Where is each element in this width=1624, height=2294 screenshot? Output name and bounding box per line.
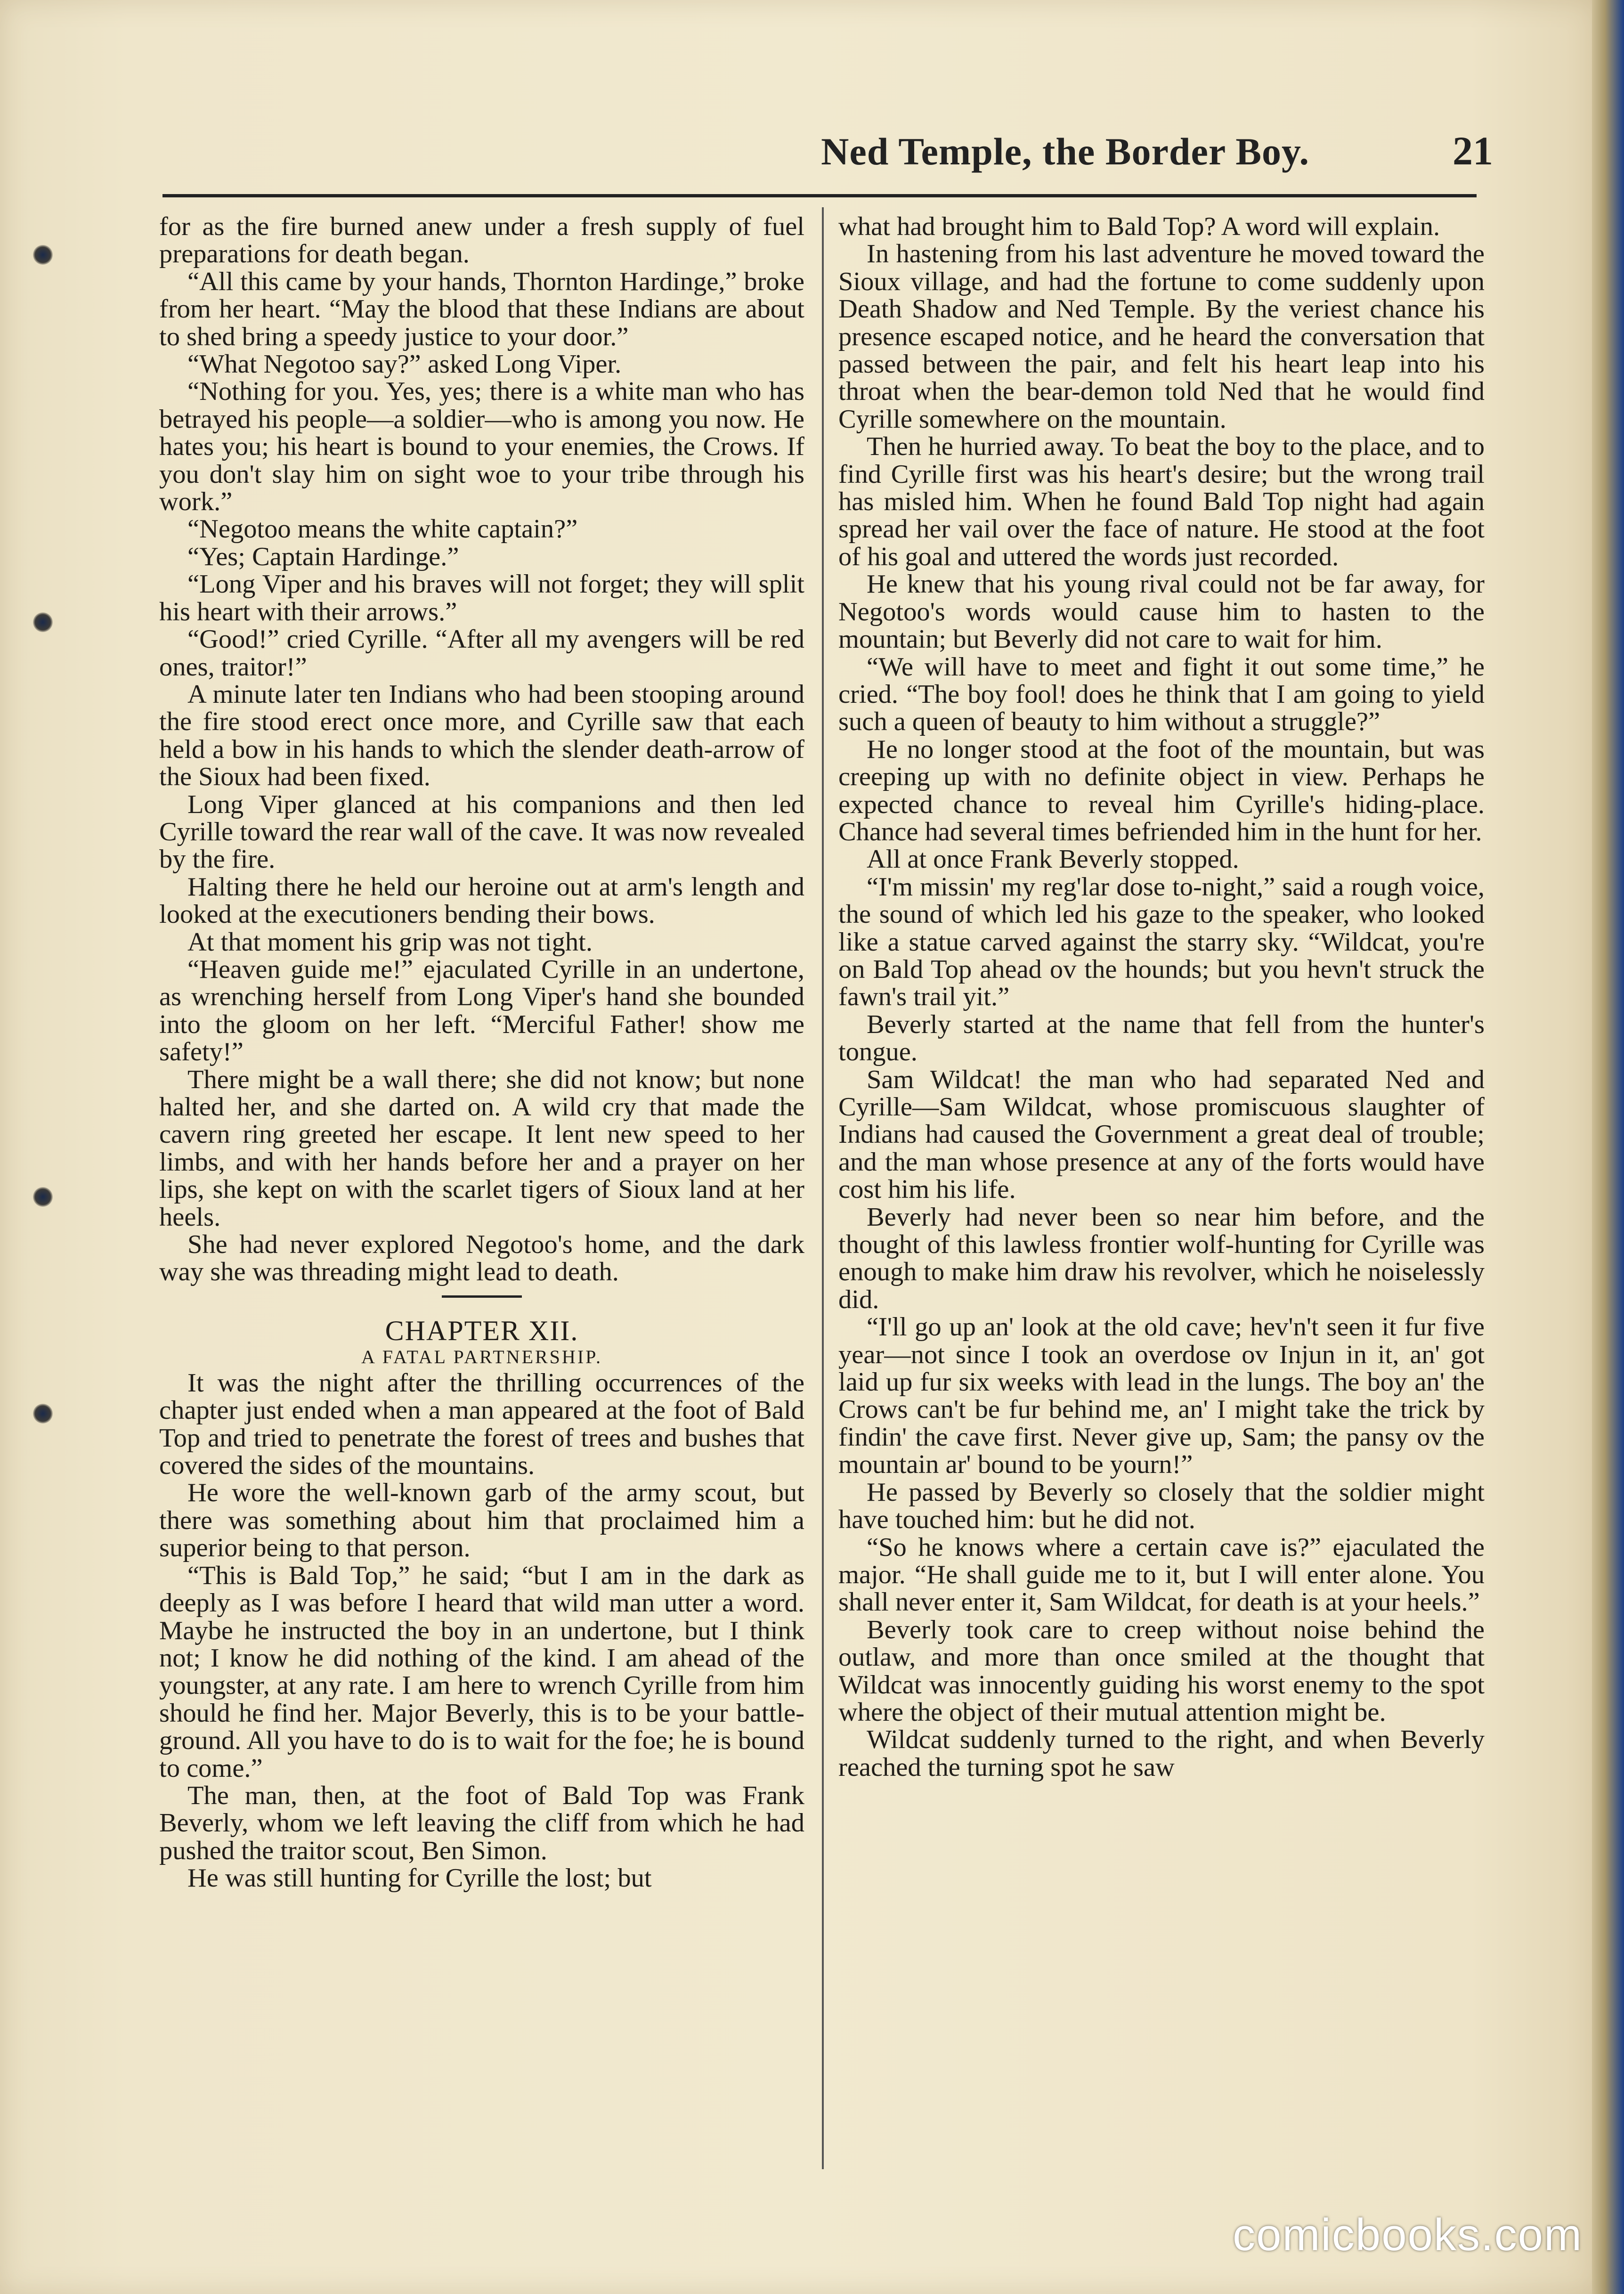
paragraph: There might be a wall there; she did not know; but none halted her, and she darted on. A wild cry that made the cavern ring greeted her escape. It lent new speed to her limbs, and with her hands before her and a prayer on her lips, she kept on with the scarlet tigers of Sioux land at her heels.	[159, 1065, 804, 1232]
right-column	[838, 213, 1485, 1781]
paragraph: what had brought him to Bald Top? A word will explain.	[838, 212, 1440, 241]
binding-hole	[33, 245, 53, 265]
paragraph: “We will have to meet and fight it out some time,” he cried. “The boy fool! does he think that I am going to yield such a queen of beauty to him without a struggle?”	[838, 652, 1485, 737]
paragraph: “Negotoo means the white captain?”	[187, 514, 578, 544]
paragraph: Wildcat suddenly turned to the right, and when Beverly reached the turning spot he saw	[838, 1725, 1485, 1782]
paragraph: “Long Viper and his braves will not forget; they will split his heart with their arrows.”	[159, 569, 804, 626]
paragraph: “What Negotoo say?” asked Long Viper.	[187, 350, 622, 379]
paragraph: He passed by Beverly so closely that the soldier might have touched him: but he did not.	[838, 1477, 1485, 1535]
section-divider	[442, 1295, 522, 1298]
paragraph: “Good!” cried Cyrille. “After all my avengers will be red ones, traitor!”	[159, 625, 804, 682]
running-title: Ned Temple, the Border Boy.	[821, 130, 1309, 173]
paragraph: “I'm missin' my reg'lar dose to-night,” said a rough voice, the sound of which led his gaze to the speaker, who looked like a statue carved against the starry sky. “Wildcat, you're on Bald Top ahead ov the hounds; but you hevn't struck the fawn's trail yit.”	[838, 872, 1485, 1012]
paragraph: He no longer stood at the foot of the mountain, but was creeping up with no definite object in view. Perhaps he expected chance to reveal him Cyrille's hiding-place. Chance had several times befriended him in the hunt for her.	[838, 734, 1485, 846]
paragraph: Beverly started at the name that fell from the hunter's tongue.	[838, 1009, 1485, 1067]
paragraph: He knew that his young rival could not be far away, for Negotoo's words would cause him to hasten to the mountain; but Beverly did not care to wait for him.	[838, 569, 1485, 654]
page-number: 21	[1453, 128, 1493, 173]
paragraph: for as the fire burned anew under a fresh supply of fuel preparations for death began.	[159, 212, 804, 269]
paragraph: Beverly had never been so near him before, and the thought of this lawless frontier wolf-hunting for Cyrille was enough to make him draw his revolver, which he noiselessly did.	[838, 1202, 1485, 1314]
paragraph: He wore the well-known garb of the army scout, but there was something about him that proclaimed him a superior being to that person.	[159, 1478, 804, 1563]
paragraph: “I'll go up an' look at the old cave; hev'n't seen it fur five year—not since I took an overdose ov Injun in it, an' got laid up fur six weeks with lead in the lungs. The boy an' the Crows can't be fur behind me, an' I might take the trick by findin' the cave first. Never give up, Sam; the pansy ov the mountain ar' bound to be yourn!”	[838, 1312, 1485, 1480]
paragraph: “Heaven guide me!” ejaculated Cyrille in an undertone, as wrenching herself from Long Viper's hand she bounded into the gloom on her left. “Merciful Father! show me safety!”	[159, 954, 804, 1067]
paragraph: “This is Bald Top,” he said; “but I am in the dark as deeply as I was before I heard that wild man utter a word. Maybe he instructed the boy in an undertone, but I think not; I know he did nothing of the kind. I am ahead of the youngster, at any rate. I am here to wrench Cyrille from him should he find her. Major Beverly, this is to be your battle-ground. All you have to do is to wait for the foe; he is bound to come.”	[159, 1561, 804, 1783]
paragraph: “Yes; Captain Hardinge.”	[187, 542, 459, 571]
paragraph: “All this came by your hands, Thornton Hardinge,” broke from her heart. “May the blood that these Indians are about to shed bring a speedy justice to your door.”	[159, 267, 804, 351]
paragraph: Long Viper glanced at his companions and then led Cyrille toward the rear wall of the cave. It was now revealed by the fire.	[159, 789, 804, 874]
paragraph: She had never explored Negotoo's home, and the dark way she was threading might lead to death.	[159, 1230, 804, 1287]
chapter-title: CHAPTER XII.	[385, 1315, 579, 1346]
paragraph: Halting there he held our heroine out at arm's length and looked at the executioners bending their bows.	[159, 872, 804, 929]
header-rule	[162, 194, 1477, 197]
binding-hole	[33, 612, 53, 632]
page-edge	[1592, 0, 1624, 2294]
paragraph: Then he hurried away. To beat the boy to the place, and to find Cyrille first was his heart's desire; but the wrong trail has misled him. When he found Bald Top night had again spread her vail over the face of nature. He stood at the foot of his goal and uttered the words just recorded.	[838, 432, 1485, 571]
paragraph: “So he knows where a certain cave is?” ejaculated the major. “He shall guide me to it, but I will enter alone. You shall never enter it, Sam Wildcat, for death is at your heels.”	[838, 1532, 1485, 1617]
site-watermark: comicbooks.com	[1233, 2210, 1583, 2260]
paragraph: Sam Wildcat! the man who had separated Ned and Cyrille—Sam Wildcat, whose promiscuous slaughter of Indians had caused the Government a great deal of trouble; and the man whose presence at any of the forts would have cost him his life.	[838, 1065, 1485, 1204]
paragraph: “Nothing for you. Yes, yes; there is a white man who has betrayed his people—a soldier—who is among you now. He hates you; his heart is bound to your enemies, the Crows. If you don't slay him on sight woe to your tribe through his work.”	[159, 377, 804, 517]
paragraph: A minute later ten Indians who had been stooping around the fire stood erect once more, and Cyrille saw that each held a bow in his hands to which the slender death-arrow of the Sioux had been fixed.	[159, 679, 804, 792]
paragraph: He was still hunting for Cyrille the lost; but	[187, 1863, 652, 1893]
binding-hole	[33, 1404, 53, 1424]
paragraph: At that moment his grip was not tight.	[187, 927, 593, 957]
chapter-subtitle: A FATAL PARTNERSHIP.	[361, 1346, 602, 1367]
column-divider	[822, 207, 824, 2169]
paragraph: All at once Frank Beverly stopped.	[867, 845, 1239, 874]
paragraph: The man, then, at the foot of Bald Top was Frank Beverly, whom we left leaving the cliff from which he had pushed the traitor scout, Ben Simon.	[159, 1781, 804, 1865]
left-column	[159, 213, 804, 1892]
paragraph: Beverly took care to creep without noise behind the outlaw, and more than once smiled at the thought that Wildcat was innocently guiding his worst enemy to the spot where the object of their mutual attention might be.	[838, 1615, 1485, 1727]
paragraph: In hastening from his last adventure he moved toward the Sioux village, and had the fortune to come suddenly upon Death Shadow and Ned Temple. By the veriest chance his presence escaped notice, and he heard the conversation that passed between the pair, and felt his heart leap into his throat when the bear-demon told Ned that he would find Cyrille somewhere on the mountain.	[838, 239, 1485, 434]
binding-hole	[33, 1187, 53, 1207]
paragraph: It was the night after the thrilling occurrences of the chapter just ended when a man appeared at the foot of Bald Top and tried to penetrate the forest of trees and bushes that covered the sides of the mountains.	[159, 1368, 804, 1481]
